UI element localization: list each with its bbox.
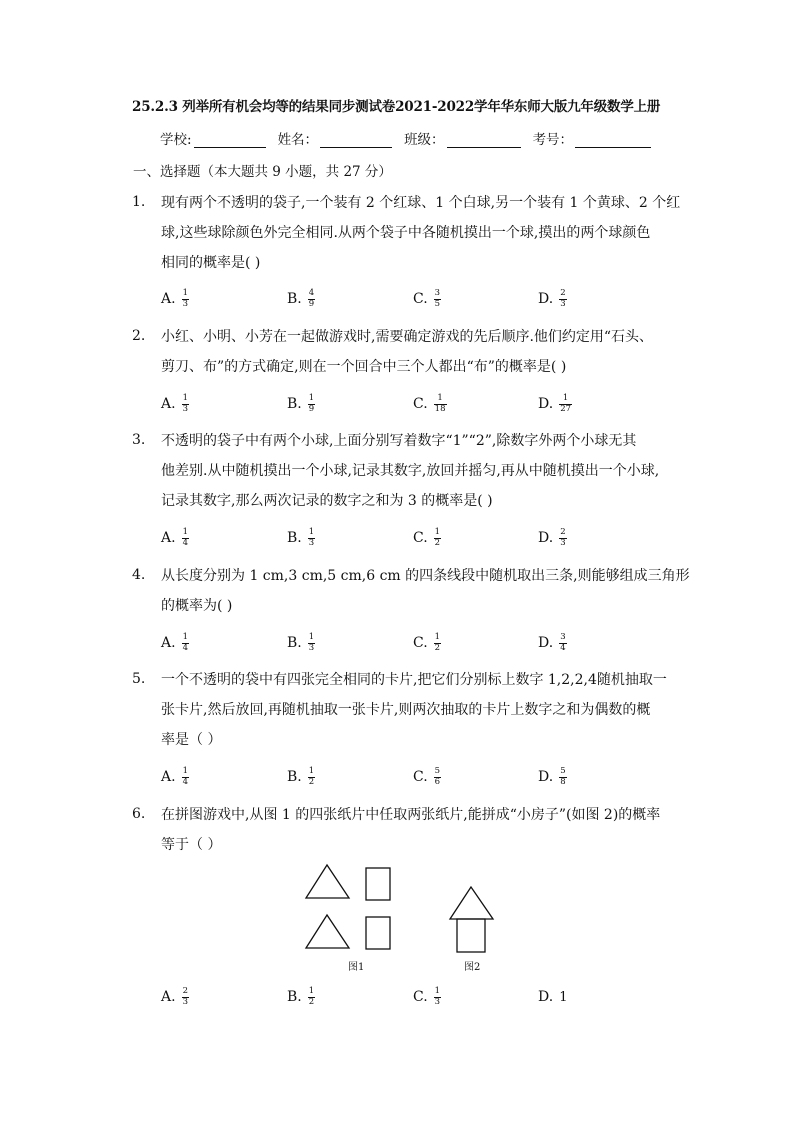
class-field[interactable] <box>447 133 521 148</box>
question-text <box>161 561 690 621</box>
option-d[interactable] <box>538 284 567 314</box>
option-d[interactable] <box>538 389 572 419</box>
denominator: 3 <box>308 643 315 653</box>
option-letter: A. <box>161 989 176 1005</box>
option-letter: D. <box>538 291 554 307</box>
numerator: 1 <box>182 632 188 642</box>
option-letter: B. <box>287 396 302 412</box>
denominator: 8 <box>560 777 566 787</box>
fraction <box>308 289 315 309</box>
denominator: 2 <box>308 777 315 787</box>
option-b[interactable] <box>287 523 315 553</box>
denominator: 3 <box>560 299 566 309</box>
numerator: 1 <box>434 632 441 642</box>
numerator: 5 <box>434 766 441 776</box>
denominator: 27 <box>560 404 572 414</box>
denominator: 3 <box>182 404 188 414</box>
numerator: 1 <box>182 527 188 537</box>
question-line: 球,这些球除颜色外完全相同.从两个袋子中各随机摸出一个球,摸出的两个球颜色 <box>161 225 651 241</box>
numerator: 2 <box>182 986 188 996</box>
question-line: 现有两个不透明的袋子,一个装有 2 个红球、1 个白球,另一个装有 1 个黄球、2 个红 <box>161 195 681 211</box>
option-value: 1 <box>559 989 568 1005</box>
options-row <box>161 389 661 419</box>
option-a[interactable] <box>161 523 189 553</box>
option-a[interactable] <box>161 284 189 314</box>
option-letter: B. <box>287 291 302 307</box>
triangle-piece <box>306 915 349 948</box>
numerator: 1 <box>308 527 315 537</box>
fraction <box>434 633 441 653</box>
numerator: 1 <box>434 986 441 996</box>
question-number: 1. <box>132 194 146 210</box>
section-heading: 一、选择题（本大题共 9 小题，共 27 分） <box>133 164 392 180</box>
question-line: 的概率为( ) <box>161 598 233 614</box>
question-number: 3. <box>132 432 146 448</box>
school-field[interactable] <box>194 133 266 148</box>
fraction <box>182 987 189 1007</box>
numerator: 1 <box>182 393 188 403</box>
fraction <box>308 633 315 653</box>
denominator: 3 <box>434 997 441 1007</box>
option-a[interactable] <box>161 628 189 658</box>
question-line: 相同的概率是( ) <box>161 255 261 271</box>
options-row <box>161 628 661 658</box>
option-letter: D. <box>538 769 554 785</box>
option-letter: A. <box>161 530 176 546</box>
option-letter: D. <box>538 530 554 546</box>
numerator: 1 <box>562 393 569 403</box>
question-text <box>161 665 671 755</box>
denominator: 3 <box>182 997 188 1007</box>
fraction <box>559 528 566 548</box>
option-c[interactable] <box>413 762 441 792</box>
options-row <box>161 982 661 1012</box>
question-line: 他差别.从中随机摸出一个小球,记录其数字,放回并摇匀,再从中随机摸出一个小球, <box>161 463 660 479</box>
question-text <box>161 188 681 278</box>
numerator: 1 <box>308 632 315 642</box>
house-roof <box>450 887 493 919</box>
denominator: 9 <box>308 299 315 309</box>
question-line: 小红、小明、小芳在一起做游戏时,需要确定游戏的先后顺序.他们约定用“石头、 <box>161 329 654 345</box>
numerator: 3 <box>560 632 566 642</box>
exam-number-label: 考号： <box>532 132 574 148</box>
option-letter: D. <box>538 989 554 1005</box>
numerator: 1 <box>308 393 315 403</box>
fraction <box>182 767 189 787</box>
option-d[interactable] <box>538 523 567 553</box>
option-a[interactable] <box>161 982 189 1012</box>
house-body <box>457 919 485 952</box>
figure-2-caption: 图2 <box>464 962 481 973</box>
triangle-piece <box>306 865 349 898</box>
question-line: 在拼图游戏中,从图 1 的四张纸片中任取两张纸片,能拼成“小房子”(如图 2)的概率 <box>161 807 661 823</box>
fraction <box>308 394 315 414</box>
option-letter: B. <box>287 769 302 785</box>
option-a[interactable] <box>161 389 189 419</box>
question-line: 率是（ ） <box>161 732 222 748</box>
fraction <box>308 767 315 787</box>
denominator: 2 <box>434 538 441 548</box>
option-c[interactable] <box>413 628 441 658</box>
options-row <box>161 523 661 553</box>
numerator: 5 <box>560 766 566 776</box>
fraction <box>559 767 566 787</box>
option-letter: A. <box>161 291 176 307</box>
fraction <box>308 987 315 1007</box>
school-label: 学校: <box>160 132 192 148</box>
question-number: 2. <box>132 328 146 344</box>
fraction <box>182 289 189 309</box>
fraction <box>434 767 441 787</box>
option-b[interactable] <box>287 628 315 658</box>
name-field[interactable] <box>320 133 392 148</box>
option-c[interactable] <box>413 982 441 1012</box>
denominator: 4 <box>560 643 566 653</box>
numerator: 2 <box>560 288 566 298</box>
option-letter: B. <box>287 989 302 1005</box>
option-d[interactable] <box>538 628 567 658</box>
question-number: 5. <box>132 671 146 687</box>
fraction <box>308 528 315 548</box>
fraction <box>434 987 441 1007</box>
option-letter: A. <box>161 396 176 412</box>
question-line: 剪刀、布”的方式确定,则在一个回合中三个人都出“布”的概率是( ) <box>161 359 567 375</box>
option-a[interactable] <box>161 762 189 792</box>
denominator: 3 <box>560 538 566 548</box>
numerator: 4 <box>308 288 315 298</box>
fraction <box>182 394 189 414</box>
question-text <box>161 800 671 860</box>
numerator: 3 <box>434 288 441 298</box>
question-text <box>161 322 671 382</box>
question-line: 张卡片,然后放回,再随机抽取一张卡片,则两次抽取的卡片上数字之和为偶数的概 <box>161 702 651 718</box>
denominator: 4 <box>182 777 188 787</box>
denominator: 2 <box>434 643 441 653</box>
option-b[interactable] <box>287 982 315 1012</box>
option-letter: D. <box>538 396 554 412</box>
fraction <box>434 394 447 414</box>
options-row <box>161 762 661 792</box>
numerator: 1 <box>437 393 443 403</box>
figure-shapes <box>300 862 500 962</box>
option-b[interactable] <box>287 762 315 792</box>
option-letter: C. <box>413 291 428 307</box>
fraction <box>182 633 189 653</box>
option-letter: D. <box>538 635 554 651</box>
exam-number-field[interactable] <box>575 133 651 148</box>
option-letter: C. <box>413 769 428 785</box>
name-label: 姓名： <box>277 132 319 148</box>
denominator: 5 <box>434 299 441 309</box>
figure-1-caption: 图1 <box>348 962 365 973</box>
option-c[interactable] <box>413 284 441 314</box>
question-line: 一个不透明的袋中有四张完全相同的卡片,把它们分别标上数字 1,2,2,4随机抽取一 <box>161 672 667 688</box>
question-number: 6. <box>132 806 146 822</box>
option-b[interactable] <box>287 284 315 314</box>
options-row <box>161 284 661 314</box>
option-letter: B. <box>287 530 302 546</box>
question-line: 从长度分别为 1 cm,3 cm,5 cm,6 cm 的四条线段中随机取出三条,则能够组成三角形 <box>161 568 690 584</box>
numerator: 1 <box>434 527 441 537</box>
numerator: 1 <box>182 766 188 776</box>
class-label: 班级： <box>404 132 445 148</box>
option-c[interactable] <box>413 523 441 553</box>
denominator: 3 <box>308 538 315 548</box>
option-d[interactable] <box>538 762 567 792</box>
fraction <box>559 394 572 414</box>
question-line: 等于（ ） <box>161 837 222 853</box>
question-line: 记录其数字,那么两次记录的数字之和为 3 的概率是( ) <box>161 493 493 509</box>
denominator: 4 <box>182 538 188 548</box>
fraction <box>559 289 566 309</box>
option-letter: C. <box>413 989 428 1005</box>
denominator: 9 <box>308 404 315 414</box>
option-letter: C. <box>413 396 428 412</box>
square-piece <box>366 917 390 949</box>
fraction <box>434 289 441 309</box>
denominator: 3 <box>182 299 188 309</box>
fraction <box>559 633 566 653</box>
option-b[interactable] <box>287 389 315 419</box>
page-title: 25.2.3 列举所有机会均等的结果同步测试卷2021-2022学年华东师大版九年级数学上册 <box>132 99 661 115</box>
option-c[interactable] <box>413 389 447 419</box>
puzzle-figures <box>300 862 500 974</box>
numerator: 1 <box>308 986 315 996</box>
question-line: 不透明的袋子中有两个小球,上面分别写着数字“1”“2”,除数字外两个小球无其 <box>161 433 637 449</box>
denominator: 2 <box>308 997 315 1007</box>
option-d[interactable] <box>538 982 567 1012</box>
option-letter: A. <box>161 769 176 785</box>
option-letter: C. <box>413 530 428 546</box>
option-letter: C. <box>413 635 428 651</box>
student-info-row <box>160 128 651 148</box>
numerator: 2 <box>560 527 566 537</box>
question-number: 4. <box>132 567 146 583</box>
option-letter: B. <box>287 635 302 651</box>
denominator: 6 <box>434 777 441 787</box>
option-letter: A. <box>161 635 176 651</box>
square-piece <box>366 868 390 900</box>
fraction <box>434 528 441 548</box>
fraction <box>182 528 189 548</box>
denominator: 18 <box>434 404 446 414</box>
question-text <box>161 426 671 516</box>
numerator: 1 <box>308 766 315 776</box>
denominator: 4 <box>182 643 188 653</box>
numerator: 1 <box>182 288 188 298</box>
